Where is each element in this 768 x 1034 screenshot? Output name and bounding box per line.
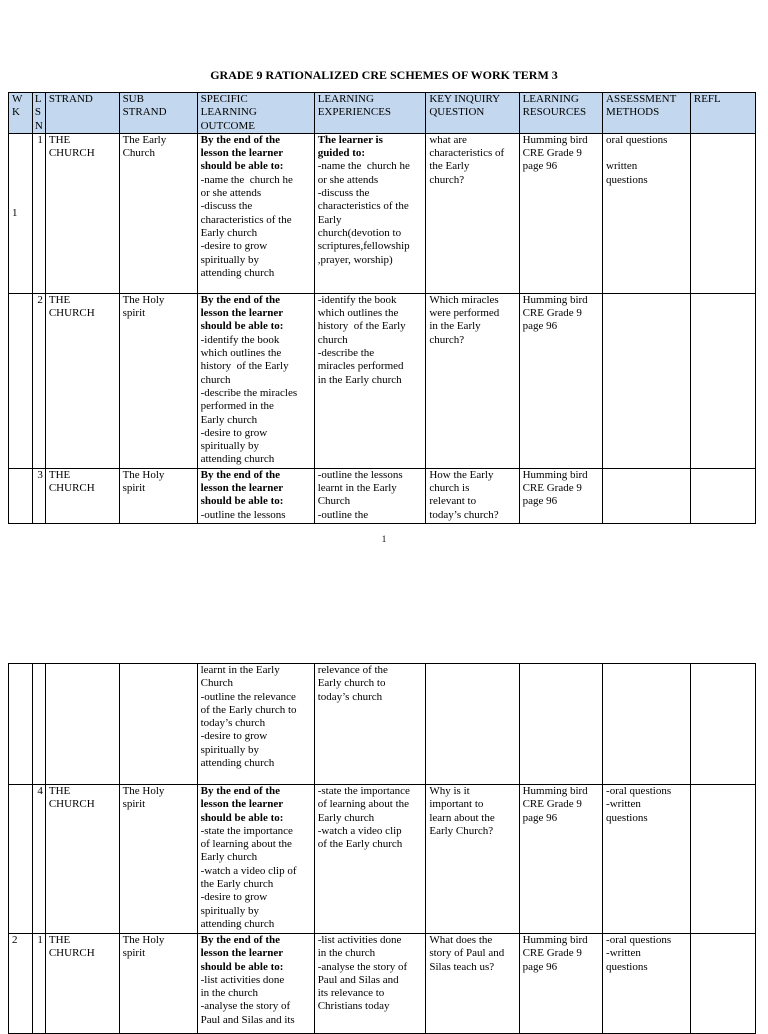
table-row (9, 133, 756, 293)
substrand-text: The Holy (122, 468, 165, 481)
substrand-text: The Early (122, 133, 167, 146)
lesson-cell: 1 (32, 934, 45, 1034)
resources-text: page 96 (522, 811, 558, 824)
header-lr (519, 93, 602, 134)
reflection-cell (690, 934, 755, 1034)
assessment-text: -written (606, 947, 641, 960)
inquiry-text: church? (429, 173, 465, 186)
learning-outcome-cell (197, 785, 314, 934)
inquiry-question-cell (426, 934, 519, 1034)
header-line: LEARNING (200, 106, 257, 119)
strand-text: THE (48, 293, 71, 306)
experience-text: history of the Early (317, 320, 406, 333)
learning-outcome-cell (197, 664, 314, 785)
inquiry-text: How the Early (429, 468, 494, 481)
substrand-cell (119, 133, 197, 293)
inquiry-text: relevant to (429, 495, 477, 508)
experience-text: Early (317, 213, 342, 226)
inquiry-text: church is (429, 482, 470, 495)
outcome-intro: By the end of the (200, 785, 281, 797)
outcome-text: spiritually by (200, 743, 259, 756)
lesson-cell: 3 (32, 468, 45, 523)
header-line: N (34, 119, 43, 132)
inquiry-text: learn about the (429, 811, 495, 824)
experience-text: or she attends (317, 173, 379, 186)
substrand-cell (119, 293, 197, 468)
experience-text: -identify the book (317, 293, 397, 306)
outcome-intro: By the end of the (200, 468, 281, 481)
strand-text: THE (48, 468, 71, 481)
outcome-intro: lesson the learner (200, 482, 284, 495)
outcome-text: -describe the miracles (200, 386, 298, 399)
substrand-cell (119, 664, 197, 785)
assessment-text: questions (606, 173, 648, 186)
inquiry-text: in the Early (429, 320, 481, 333)
outcome-text: church (200, 373, 231, 386)
outcome-text: or she attends (200, 187, 262, 200)
strand-cell (45, 468, 119, 523)
substrand-text: The Holy (122, 785, 165, 797)
outcome-text: of the Early church to (200, 703, 297, 716)
outcome-text: -name the church he (200, 173, 293, 186)
experience-text: -list activities done (317, 934, 402, 946)
inquiry-text: Early Church? (429, 824, 494, 837)
substrand-text: The Holy (122, 293, 165, 306)
header-substrand (119, 93, 197, 134)
header-line: W (12, 93, 23, 105)
header-line: STRAND (122, 106, 167, 119)
assessment-text: written (606, 160, 638, 173)
assessment-text: questions (606, 811, 648, 824)
header-line: EXPERIENCES (317, 106, 392, 119)
outcome-text: spiritually by (200, 904, 259, 917)
outcome-text: Early church (200, 851, 258, 864)
strand-text: CHURCH (48, 307, 95, 320)
experience-text: -describe the (317, 347, 375, 360)
strand-cell (45, 785, 119, 934)
resources-text: Humming bird (522, 785, 588, 797)
outcome-text: -desire to grow (200, 240, 268, 253)
assessment-text: questions (606, 960, 648, 973)
header-line: KEY INQUIRY (429, 93, 501, 105)
experience-text: in the Early church (317, 373, 402, 386)
inquiry-text: were performed (429, 307, 500, 320)
outcome-text: -analyse the story of (200, 1000, 291, 1013)
learning-outcome-cell (197, 468, 314, 523)
resources-text: CRE Grade 9 (522, 147, 582, 160)
assessment-text: oral questions (606, 133, 668, 146)
outcome-intro: should be able to: (200, 960, 284, 973)
resources-text: CRE Grade 9 (522, 798, 582, 811)
learning-outcome-cell (197, 133, 314, 293)
resources-text: page 96 (522, 960, 558, 973)
inquiry-text: the Early (429, 160, 470, 173)
outcome-text: -watch a video clip of (200, 864, 297, 877)
outcome-intro: lesson the learner (200, 947, 284, 960)
header-le (314, 93, 426, 134)
experience-text: -discuss the (317, 187, 370, 200)
assessment-cell (603, 785, 691, 934)
reflection-cell (690, 293, 755, 468)
header-line: RESOURCES (522, 106, 587, 119)
resources-text: CRE Grade 9 (522, 947, 582, 960)
outcome-text: -state the importance (200, 824, 293, 837)
experience-text: learnt in the Early (317, 482, 397, 495)
outcome-text: -discuss the (200, 200, 253, 213)
inquiry-text: important to (429, 798, 484, 811)
experience-text: of learning about the (317, 798, 410, 811)
substrand-text: spirit (122, 798, 146, 811)
week-cell (9, 785, 33, 934)
inquiry-text: today’s church? (429, 508, 499, 521)
outcome-text: characteristics of the (200, 213, 292, 226)
header-line: L (34, 93, 42, 105)
outcome-text: spiritually by (200, 440, 259, 453)
assessment-text: -oral questions (606, 934, 672, 946)
strand-text: CHURCH (48, 482, 95, 495)
outcome-text: the Early church (200, 878, 274, 891)
assessment-text: -oral questions (606, 785, 672, 797)
outcome-text: today’s church (200, 717, 266, 730)
page-number: 1 (381, 534, 387, 544)
week-cell (9, 664, 33, 785)
experience-intro: guided to: (317, 147, 366, 160)
table-row (9, 664, 756, 785)
resources-cell (519, 468, 602, 523)
header-line: OUTCOME (200, 119, 255, 132)
header-line: SUB (122, 93, 144, 105)
inquiry-question-cell (426, 468, 519, 523)
strand-text: THE (48, 934, 71, 946)
header-line: QUESTION (429, 106, 485, 119)
experience-text: Early church to (317, 677, 386, 690)
experience-text: ,prayer, worship) (317, 253, 393, 266)
week-cell (9, 468, 33, 523)
assessment-text: -written (606, 798, 641, 811)
substrand-text: spirit (122, 947, 146, 960)
lesson-cell: 1 (32, 133, 45, 293)
substrand-text: Church (122, 147, 155, 160)
resources-text: page 96 (522, 320, 558, 333)
substrand-cell (119, 785, 197, 934)
inquiry-question-cell (426, 293, 519, 468)
experience-text: Early church (317, 811, 375, 824)
outcome-text: in the church (200, 987, 259, 1000)
learning-experience-cell (314, 934, 426, 1034)
outcome-intro: should be able to: (200, 495, 284, 508)
resources-text: Humming bird (522, 293, 588, 306)
strand-cell (45, 293, 119, 468)
header-slo (197, 93, 314, 134)
reflection-cell (690, 468, 755, 523)
week-cell: 2 (9, 934, 33, 1034)
outcome-text: Church (200, 677, 233, 690)
outcome-text: -identify the book (200, 333, 280, 346)
experience-text: Christians today (317, 1000, 390, 1013)
outcome-text: spiritually by (200, 253, 259, 266)
resources-cell (519, 785, 602, 934)
learning-experience-cell (314, 133, 426, 293)
outcome-text: -desire to grow (200, 730, 268, 743)
week-cell (9, 293, 33, 468)
resources-cell (519, 293, 602, 468)
experience-text: today’s church (317, 690, 383, 703)
inquiry-text: what are (429, 133, 467, 146)
outcome-intro: should be able to: (200, 811, 284, 824)
header-refl: REFL (690, 93, 755, 134)
experience-text: Paul and Silas and (317, 973, 399, 986)
experience-text: in the church (317, 947, 376, 960)
inquiry-text: What does the (429, 934, 493, 946)
strand-text: CHURCH (48, 147, 95, 160)
header-lsn (32, 93, 45, 134)
inquiry-text: Which miracles (429, 293, 499, 306)
outcome-text: attending church (200, 917, 275, 930)
resources-cell (519, 133, 602, 293)
resources-text: CRE Grade 9 (522, 482, 582, 495)
substrand-text: The Holy (122, 934, 165, 946)
outcome-text: attending church (200, 757, 275, 770)
resources-cell (519, 664, 602, 785)
header-line: SPECIFIC (200, 93, 248, 105)
reflection-cell (690, 785, 755, 934)
outcome-text: -desire to grow (200, 891, 268, 904)
outcome-text: learnt in the Early (200, 664, 280, 676)
experience-text: church(devotion to (317, 226, 402, 239)
experience-text: -state the importance (317, 785, 410, 797)
substrand-cell (119, 934, 197, 1034)
inquiry-text: Silas teach us? (429, 960, 495, 973)
outcome-text: -outline the relevance (200, 690, 296, 703)
experience-text: relevance of the (317, 664, 388, 676)
strand-text: THE (48, 785, 71, 797)
outcome-intro: lesson the learner (200, 798, 284, 811)
inquiry-question-cell (426, 133, 519, 293)
header-line: K (12, 106, 20, 119)
header-line: S (34, 106, 41, 119)
resources-text: page 96 (522, 160, 558, 173)
header-wk (9, 93, 33, 134)
lesson-cell: 2 (32, 293, 45, 468)
strand-cell (45, 664, 119, 785)
outcome-text: Early church (200, 413, 258, 426)
outcome-intro: lesson the learner (200, 147, 284, 160)
experience-text: -outline the (317, 508, 369, 521)
assessment-cell (603, 133, 691, 293)
experience-text: characteristics of the (317, 200, 409, 213)
outcome-intro: should be able to: (200, 160, 284, 173)
learning-experience-cell (314, 293, 426, 468)
inquiry-question-cell (426, 664, 519, 785)
inquiry-text: characteristics of (429, 147, 505, 160)
substrand-cell (119, 468, 197, 523)
resources-cell (519, 934, 602, 1034)
learning-experience-cell (314, 664, 426, 785)
header-line: LEARNING (317, 93, 374, 105)
substrand-text: spirit (122, 482, 146, 495)
header-am (603, 93, 691, 134)
header-kiq (426, 93, 519, 134)
schemes-table-page-2 (8, 663, 756, 1034)
resources-text: Humming bird (522, 468, 588, 481)
experience-text: which outlines the (317, 307, 399, 320)
learning-experience-cell (314, 468, 426, 523)
schemes-table-page-1 (8, 92, 756, 524)
assessment-cell (603, 468, 691, 523)
outcome-text: of learning about the (200, 838, 292, 851)
inquiry-text: story of Paul and (429, 947, 505, 960)
experience-text: -name the church he (317, 160, 410, 173)
experience-text: its relevance to (317, 987, 385, 1000)
experience-text: -outline the lessons (317, 468, 403, 481)
experience-intro: The learner is (317, 133, 383, 146)
outcome-intro: By the end of the (200, 934, 281, 946)
resources-text: page 96 (522, 495, 558, 508)
outcome-intro: By the end of the (200, 293, 281, 306)
assessment-text (606, 147, 687, 160)
outcome-text: Paul and Silas and its (200, 1013, 295, 1026)
outcome-text: performed in the (200, 400, 274, 413)
experience-text: church (317, 333, 348, 346)
outcome-intro: should be able to: (200, 320, 284, 333)
assessment-cell (603, 293, 691, 468)
experience-text: -watch a video clip (317, 824, 402, 837)
outcome-text: Early church (200, 226, 258, 239)
experience-text: Church (317, 495, 351, 508)
table-row (9, 785, 756, 934)
strand-text: CHURCH (48, 798, 95, 811)
learning-experience-cell (314, 785, 426, 934)
substrand-text: spirit (122, 307, 146, 320)
lesson-cell (32, 664, 45, 785)
header-line: METHODS (606, 106, 660, 119)
table-row (9, 468, 756, 523)
inquiry-text: church? (429, 333, 465, 346)
resources-text: Humming bird (522, 133, 588, 146)
strand-text: THE (48, 133, 71, 146)
experience-text: scriptures,fellowship (317, 240, 410, 253)
strand-cell (45, 133, 119, 293)
document-title: GRADE 9 RATIONALIZED CRE SCHEMES OF WORK TERM 3 (210, 68, 558, 82)
outcome-text: history of the Early (200, 360, 289, 373)
inquiry-text: Why is it (429, 785, 470, 797)
experience-text: -analyse the story of (317, 960, 408, 973)
assessment-cell (603, 934, 691, 1034)
header-line: LEARNING (522, 93, 579, 105)
reflection-cell (690, 133, 755, 293)
outcome-text: -desire to grow (200, 426, 268, 439)
assessment-cell (603, 664, 691, 785)
learning-outcome-cell (197, 934, 314, 1034)
learning-outcome-cell (197, 293, 314, 468)
experience-text: miracles performed (317, 360, 404, 373)
week-cell: 1 (9, 133, 33, 293)
strand-cell (45, 934, 119, 1034)
outcome-text: attending church (200, 266, 275, 279)
reflection-cell (690, 664, 755, 785)
resources-text: Humming bird (522, 934, 588, 946)
outcome-text: -outline the lessons (200, 508, 286, 521)
outcome-text: which outlines the (200, 347, 282, 360)
outcome-text: -list activities done (200, 973, 285, 986)
strand-text: CHURCH (48, 947, 95, 960)
outcome-intro: By the end of the (200, 133, 281, 146)
lesson-cell: 4 (32, 785, 45, 934)
table-row (9, 934, 756, 1034)
header-line: ASSESSMENT (606, 93, 677, 105)
inquiry-question-cell (426, 785, 519, 934)
table-row (9, 293, 756, 468)
outcome-text: attending church (200, 453, 275, 466)
header-strand: STRAND (45, 93, 119, 134)
resources-text: CRE Grade 9 (522, 307, 582, 320)
outcome-intro: lesson the learner (200, 307, 284, 320)
experience-text: of the Early church (317, 838, 403, 851)
header-row (9, 93, 756, 134)
